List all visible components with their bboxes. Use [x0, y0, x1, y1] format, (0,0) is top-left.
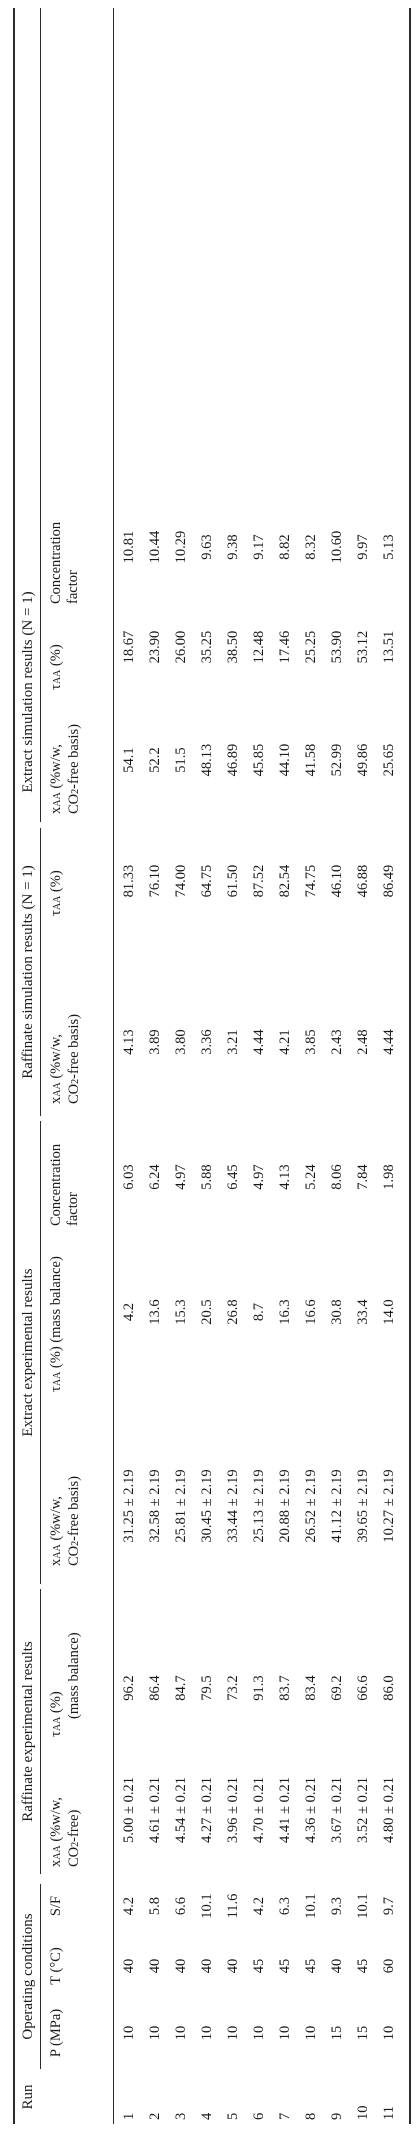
table-cell: 4.36 ± 0.21 [303, 1777, 319, 1843]
table-cell: 11 [381, 2106, 397, 2120]
table-cell: 40 [199, 1958, 215, 1974]
table-cell: 3.36 [199, 1029, 215, 1055]
col-header-temperature: T (°C) [48, 1947, 64, 1985]
table-cell: 7.84 [355, 1164, 371, 1190]
table-cell: 4 [199, 2112, 215, 2120]
group-rule-operating [40, 1884, 41, 2069]
table-cell: 83.7 [277, 1675, 293, 1701]
table-cell: 30.45 ± 2.19 [199, 1469, 215, 1543]
table-cell: 10 [173, 2025, 189, 2041]
table-cell: 49.86 [355, 743, 371, 777]
table-cell: 16.6 [303, 1299, 319, 1325]
top-rule [13, 8, 15, 2124]
group-rule-raffinate-sim [40, 828, 41, 1116]
table-cell: 8 [303, 2112, 319, 2120]
table-cell: 45 [355, 1958, 371, 1974]
table-cell: 9.97 [355, 534, 371, 560]
table-cell: 12.48 [251, 630, 267, 664]
table-cell: 3.21 [225, 1029, 241, 1055]
table-cell: 20.88 ± 2.19 [277, 1469, 293, 1543]
table-cell: 76.10 [147, 864, 163, 898]
table-cell: 45 [251, 1958, 267, 1974]
table-cell: 3.89 [147, 1029, 163, 1055]
table-cell: 60 [381, 1958, 397, 1974]
table-cell: 25.65 [381, 743, 397, 777]
table-cell: 4.44 [381, 1029, 397, 1055]
table-cell: 26.8 [225, 1299, 241, 1325]
table-cell: 74.00 [173, 864, 189, 898]
table-cell: 4.13 [121, 1029, 137, 1055]
table-cell: 10.44 [147, 530, 163, 564]
table-cell: 4.2 [251, 1896, 267, 1916]
group-rule-raffinate-exp [40, 1589, 41, 1874]
table-cell: 91.3 [251, 1675, 267, 1701]
table-cell: 26.00 [173, 630, 189, 664]
table-cell: 9 [329, 2112, 345, 2120]
table-cell: 10.27 ± 2.19 [381, 1469, 397, 1543]
table-cell: 3.67 ± 0.21 [329, 1777, 345, 1843]
table-cell: 6 [251, 2112, 267, 2120]
table-cell: 9.38 [225, 534, 241, 560]
table-cell: 45 [303, 1958, 319, 1974]
group-rule-extract-sim [40, 8, 41, 822]
table-cell: 10 [199, 2025, 215, 2041]
table-cell: 10 [355, 2105, 371, 2120]
table-cell: 18.67 [121, 630, 137, 664]
table-cell: 10 [303, 2025, 319, 2041]
col-header-pressure: P (MPa) [48, 2008, 64, 2058]
table-cell: 4.70 ± 0.21 [251, 1777, 267, 1843]
table-cell: 33.4 [355, 1299, 371, 1325]
table-cell: 51.5 [173, 747, 189, 773]
table-cell: 81.33 [121, 864, 137, 898]
table-cell: 5.8 [147, 1896, 163, 1916]
table-cell: 10.29 [173, 530, 189, 564]
table-cell: 25.81 ± 2.19 [173, 1469, 189, 1543]
table-cell: 4.41 ± 0.21 [277, 1777, 293, 1843]
col-header-extract-x: xAA (%w/w, CO2-free basis) [48, 1476, 82, 1566]
table-cell: 13.51 [381, 630, 397, 664]
table-cell: 46.89 [225, 743, 241, 777]
table-cell: 10.81 [121, 530, 137, 564]
table-cell: 40 [173, 1958, 189, 1974]
table-cell: 9.7 [381, 1896, 397, 1916]
table-cell: 10 [381, 2025, 397, 2041]
table-cell: 10 [147, 2025, 163, 2041]
table-cell: 40 [147, 1958, 163, 1974]
table-cell: 74.75 [303, 864, 319, 898]
table-cell: 66.6 [355, 1675, 371, 1701]
table-cell: 4.61 ± 0.21 [147, 1777, 163, 1843]
table-cell: 15 [329, 2025, 345, 2041]
table-cell: 15.3 [173, 1299, 189, 1325]
col-header-extract-sim-concentration: Concentration factor [48, 521, 81, 604]
table-cell: 4.27 ± 0.21 [199, 1777, 215, 1843]
table-cell: 6.3 [277, 1896, 293, 1916]
table-cell: 15 [355, 2025, 371, 2041]
table-cell: 52.99 [329, 743, 345, 777]
run-header: Run [20, 2084, 36, 2110]
table-cell: 39.65 ± 2.19 [355, 1469, 371, 1543]
table-cell: 4.2 [121, 1302, 137, 1322]
table-cell: 53.12 [355, 630, 371, 664]
col-header-extract-sim-tau: τAA (%) [48, 644, 64, 690]
table-cell: 3.85 [303, 1029, 319, 1055]
table-cell: 8.06 [329, 1164, 345, 1190]
table-cell: 11.6 [225, 1893, 241, 1919]
group-header-raffinate-sim: Raffinate simulation results (N = 1) [20, 865, 36, 1079]
table-cell: 3.52 ± 0.21 [355, 1777, 371, 1843]
table-cell: 32.58 ± 2.19 [147, 1469, 163, 1543]
col-header-raffinate-x: xAA (%w/w, CO2-free) [48, 1797, 82, 1867]
table-cell: 40 [121, 1958, 137, 1974]
table-cell: 96.2 [121, 1675, 137, 1701]
table-cell: 10 [251, 2025, 267, 2041]
col-header-extract-sim-x: xAA (%w/w, CO2-free basis) [48, 724, 82, 814]
table-cell: 48.13 [199, 743, 215, 777]
table-cell: 45 [277, 1958, 293, 1974]
table-cell: 83.4 [303, 1675, 319, 1701]
table-cell: 64.75 [199, 864, 215, 898]
table-cell: 2.48 [355, 1029, 371, 1055]
col-header-extract-tau: τAA (%) (mass balance) [48, 1256, 64, 1392]
group-header-raffinate-exp: Raffinate experimental results [20, 1641, 36, 1822]
group-header-extract-sim: Extract simulation results (N = 1) [20, 591, 36, 793]
col-header-concentration-factor: Concentration factor [48, 1143, 81, 1226]
table-cell: 6.6 [173, 1896, 189, 1916]
table-cell: 10.60 [329, 530, 345, 564]
table-cell: 45.85 [251, 743, 267, 777]
table-cell: 10.1 [199, 1893, 215, 1919]
table-cell: 3 [173, 2112, 189, 2120]
table-cell: 4.97 [251, 1164, 267, 1190]
table-cell: 10.1 [303, 1893, 319, 1919]
col-header-raffinate-tau: τAA (%) (mass balance) [48, 1632, 82, 1737]
table-cell: 10 [225, 2025, 241, 2041]
table-cell: 4.21 [277, 1029, 293, 1055]
table-cell: 82.54 [277, 864, 293, 898]
table-cell: 6.24 [147, 1164, 163, 1190]
table-cell: 26.52 ± 2.19 [303, 1469, 319, 1543]
table-cell: 3.80 [173, 1029, 189, 1055]
table-cell: 38.50 [225, 630, 241, 664]
table-cell: 4.44 [251, 1029, 267, 1055]
table-cell: 8.32 [303, 534, 319, 560]
table-cell: 2 [147, 2112, 163, 2120]
table-cell: 1.98 [381, 1164, 397, 1190]
table-cell: 10 [121, 2025, 137, 2041]
table-cell: 9.17 [251, 534, 267, 560]
col-header-raffinate-sim-x: xAA (%w/w, CO2-free basis) [48, 1014, 82, 1104]
table-cell: 41.12 ± 2.19 [329, 1469, 345, 1543]
table-cell: 10.1 [355, 1893, 371, 1919]
table-cell: 8.82 [277, 534, 293, 560]
header-rule [113, 8, 114, 2124]
table-cell: 5.24 [303, 1164, 319, 1190]
table-cell: 4.13 [277, 1164, 293, 1190]
group-rule-extract-exp [40, 1121, 41, 1584]
group-header-extract-exp: Extract experimental results [20, 1268, 36, 1437]
table-cell: 5.13 [381, 534, 397, 560]
table-cell: 44.10 [277, 743, 293, 777]
bottom-rule [409, 8, 411, 2124]
table-cell: 17.46 [277, 630, 293, 664]
table-cell: 3.96 ± 0.21 [225, 1777, 241, 1843]
table-cell: 30.8 [329, 1299, 345, 1325]
table-cell: 31.25 ± 2.19 [121, 1469, 137, 1543]
table-cell: 33.44 ± 2.19 [225, 1469, 241, 1543]
table-cell: 46.10 [329, 864, 345, 898]
table-cell: 35.25 [199, 630, 215, 664]
table-cell: 23.90 [147, 630, 163, 664]
table-cell: 5.88 [199, 1164, 215, 1190]
table-cell: 5.00 ± 0.21 [121, 1777, 137, 1843]
table-cell: 46.88 [355, 864, 371, 898]
table-cell: 5 [225, 2112, 241, 2120]
table-cell: 7 [277, 2112, 293, 2120]
table-cell: 52.2 [147, 747, 163, 773]
table-cell: 16.3 [277, 1299, 293, 1325]
table-cell: 41.58 [303, 743, 319, 777]
table-cell: 79.5 [199, 1675, 215, 1701]
table-cell: 10 [277, 2025, 293, 2041]
table-cell: 25.25 [303, 630, 319, 664]
table-cell: 54.1 [121, 747, 137, 773]
table-cell: 69.2 [329, 1675, 345, 1701]
table-cell: 73.2 [225, 1675, 241, 1701]
table-cell: 40 [329, 1958, 345, 1974]
table-cell: 6.45 [225, 1164, 241, 1190]
group-header-operating: Operating conditions [20, 1913, 36, 2040]
table-cell: 4.54 ± 0.21 [173, 1777, 189, 1843]
col-header-sf: S/F [48, 1895, 64, 1917]
table-cell: 6.03 [121, 1164, 137, 1190]
table-cell: 9.63 [199, 534, 215, 560]
col-header-raffinate-sim-tau: τAA (%) [48, 870, 64, 916]
table-cell: 61.50 [225, 864, 241, 898]
table-cell: 25.13 ± 2.19 [251, 1469, 267, 1543]
table-cell: 8.7 [251, 1302, 267, 1322]
table-cell: 20.5 [199, 1299, 215, 1325]
table-cell: 2.43 [329, 1029, 345, 1055]
table-cell: 86.49 [381, 864, 397, 898]
table-cell: 84.7 [173, 1675, 189, 1701]
table-cell: 86.0 [381, 1675, 397, 1701]
table-cell: 40 [225, 1958, 241, 1974]
table-cell: 86.4 [147, 1675, 163, 1701]
table-cell: 87.52 [251, 864, 267, 898]
table-cell: 4.80 ± 0.21 [381, 1777, 397, 1843]
table-cell: 14.0 [381, 1299, 397, 1325]
table-cell: 1 [121, 2112, 137, 2120]
table-cell: 13.6 [147, 1299, 163, 1325]
table-cell: 4.97 [173, 1164, 189, 1190]
table-cell: 4.2 [121, 1896, 137, 1916]
table-cell: 53.90 [329, 630, 345, 664]
table-cell: 9.3 [329, 1896, 345, 1916]
